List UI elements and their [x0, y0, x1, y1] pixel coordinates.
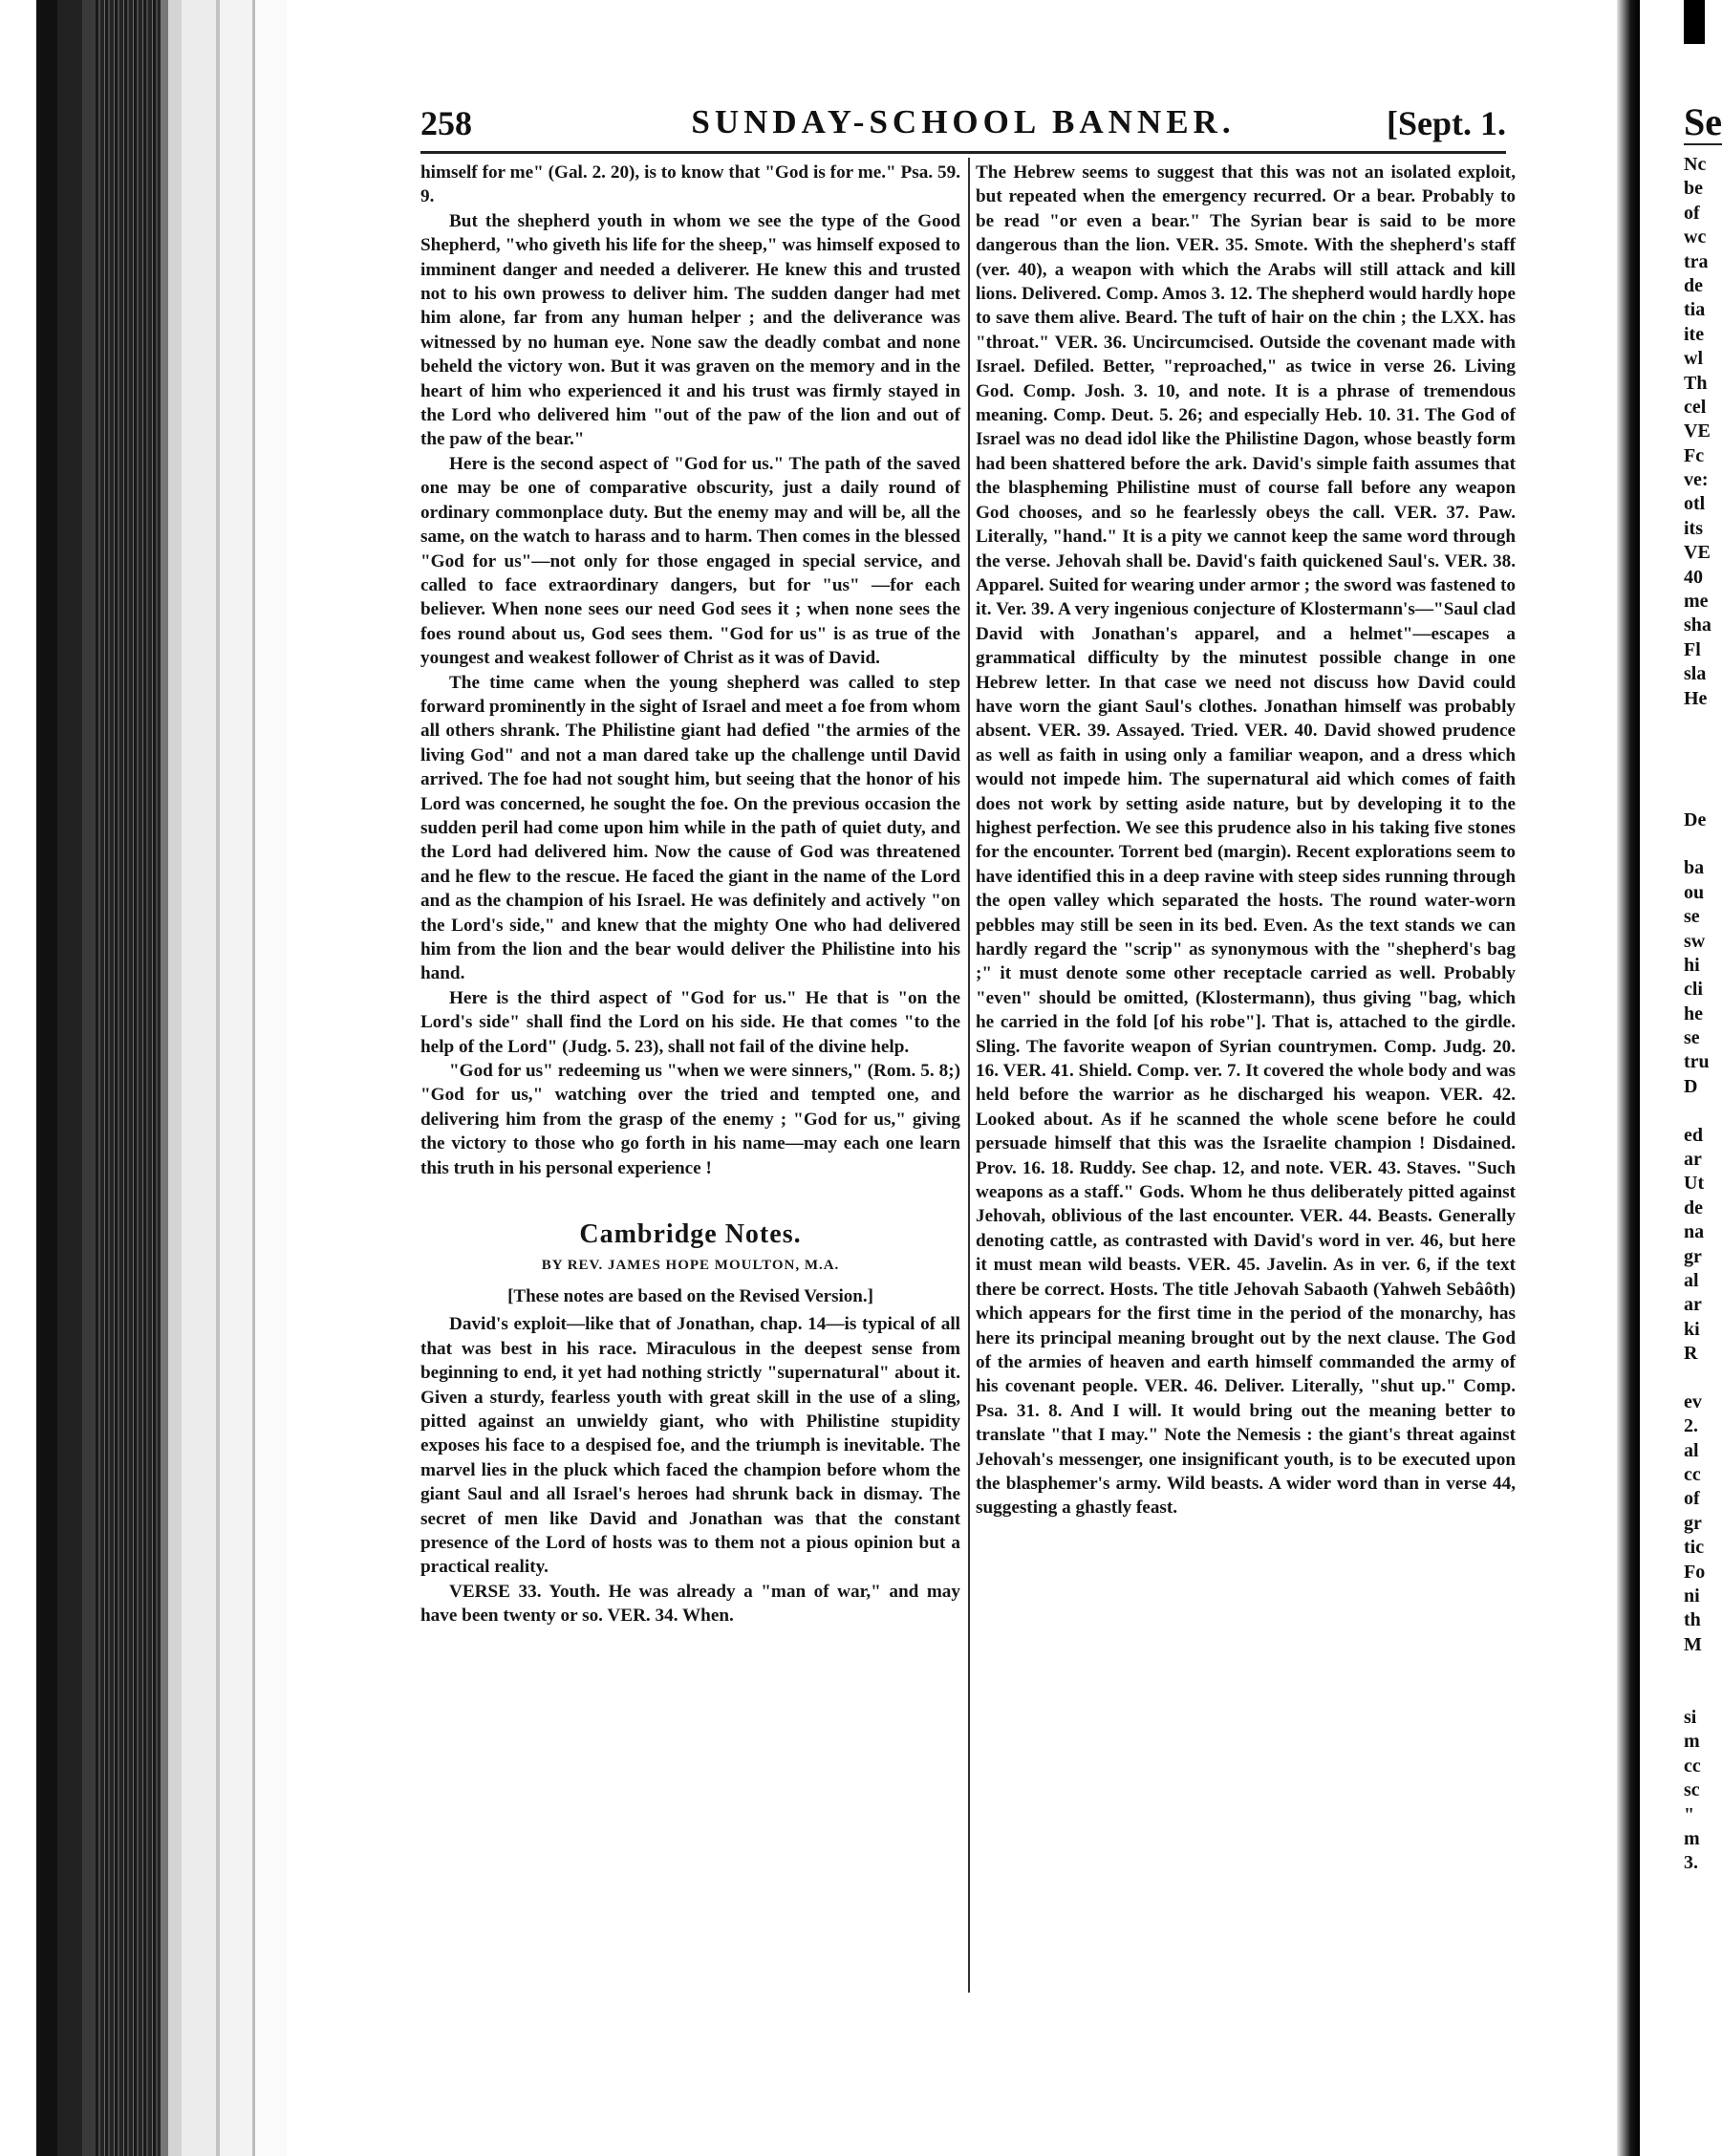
next-page-lines: [1684, 153, 1722, 1876]
next-page-line: 2.: [1684, 1415, 1698, 1437]
next-page-line: of: [1684, 1488, 1700, 1510]
paragraph: Here is the second aspect of "God for us." The path of the saved one may be one of comparative obscurity, just a daily round of ordinary commonplace duty. But the enemy may and will be, all the same, on the watch to harass and to harm. Then comes in the blessed "God for us"—not only for those engaged in special service, and called to face extraordinary dangers, but for "us" —for each believer. When none sees our need God sees it ; when none sees the foes round about us, God sees them. "God for us" is as true of the youngest and weakest follower of Christ as it was of David.: [420, 453, 960, 669]
paragraph: David's exploit—like that of Jonathan, chap. 14—is typical of all that was best in his race. Miraculous in the deepest sense from beginning to end, it yet had nothing strictly "supernatural" about it. Given a sturdy, fearless youth with great skill in the use of a sling, pitted against an unwieldy giant, who with Philistine stupidity exposes his face to a despised foe, and the triumph is inevitable. The marvel lies in the pluck which faced the champion before whom the giant Saul and all Israel's heroes had shrunk back in dismay. The secret of men like David and Jonathan was that the constant presence of the Lord of hosts was to them not a pious opinion but a practical reality.: [420, 1314, 960, 1578]
page: [287, 0, 1617, 2156]
next-page-line: sla: [1684, 663, 1707, 685]
next-page-line: na: [1684, 1221, 1705, 1243]
next-page-line: [1684, 760, 1722, 784]
next-page-line: ar: [1684, 1294, 1702, 1316]
next-page-line: me: [1684, 591, 1709, 613]
next-page-line: tic: [1684, 1537, 1705, 1559]
next-page-line: VE: [1684, 542, 1711, 564]
next-page-line: [1684, 711, 1722, 735]
next-page-line: Ut: [1684, 1173, 1705, 1195]
paragraph: Here is the third aspect of "God for us." He that is "on the Lord's side" shall find the Lord on his side. He that comes "to the help of the Lord" (Judg. 5. 23), shall not fail of the divine help.: [420, 987, 960, 1057]
next-page-line: sha: [1684, 614, 1711, 636]
page-number: 258: [420, 104, 472, 142]
next-page-line: tra: [1684, 250, 1709, 272]
next-page-line: ": [1684, 1803, 1695, 1825]
next-page-line: se: [1684, 1027, 1700, 1049]
next-page-line: otl: [1684, 493, 1706, 515]
next-page-line: ed: [1684, 1124, 1703, 1146]
page-gutter: [1617, 0, 1640, 2156]
next-page-line: its: [1684, 517, 1703, 539]
next-page-line: tia: [1684, 299, 1706, 321]
next-page-title: Se: [1684, 100, 1722, 143]
next-page-line: Th: [1684, 372, 1708, 394]
next-page-line: m: [1684, 1731, 1700, 1753]
next-page-line: [1684, 832, 1722, 856]
next-page-line: m: [1684, 1827, 1700, 1849]
book-binding: [0, 0, 287, 2156]
next-page-line: ki: [1684, 1318, 1700, 1340]
next-page-line: cc: [1684, 1755, 1701, 1777]
next-page-line: M: [1684, 1633, 1702, 1655]
next-page-line: [1684, 1657, 1722, 1681]
next-page-line: cli: [1684, 979, 1703, 1001]
next-page-line: cc: [1684, 1464, 1701, 1486]
next-page-fragment: [1640, 0, 1722, 2156]
next-page-line: Fl: [1684, 638, 1701, 660]
next-page-line: R: [1684, 1343, 1698, 1365]
next-page-line: ar: [1684, 1149, 1702, 1171]
next-page-line: cel: [1684, 396, 1707, 418]
next-page-line: Fc: [1684, 444, 1705, 466]
section-heading: Cambridge Notes.: [579, 1219, 802, 1250]
paragraph: The time came when the young shepherd was called to step forward prominently in the sight of Israel and meet a foe from whom all others shrank. The Philistine giant had defied "the armies of the living God" and not a man dared take up the challenge until David arrived. The foe had not sought him, but seeing that the honor of his Lord was concerned, he sought the foe. On the previous occasion the sudden peril had come upon him while in the path of quiet duty, and the Lord had delivered him. Now the cause of God was threatened and he flew to the rescue. He faced the giant in the name of the Lord and as the champion of his Israel. He was definitely and actively "on the Lord's side," and knew that the mighty One who had delivered him from the lion and the bear would deliver the Philistine into his hand.: [420, 672, 960, 984]
next-page-line: tru: [1684, 1051, 1710, 1073]
left-column: [420, 161, 960, 1628]
next-page-line: ve:: [1684, 469, 1709, 491]
next-page-line: sc: [1684, 1779, 1700, 1801]
next-page-line: ou: [1684, 881, 1705, 903]
next-page-line: hi: [1684, 954, 1700, 976]
next-page-line: al: [1684, 1439, 1699, 1461]
next-page-line: wl: [1684, 348, 1703, 370]
next-page-line: sw: [1684, 930, 1706, 952]
next-page-line: th: [1684, 1609, 1701, 1631]
next-page-line: ev: [1684, 1391, 1702, 1412]
next-page-line: ba: [1684, 857, 1705, 879]
next-page-line: [1684, 1099, 1722, 1123]
next-page-line: 3.: [1684, 1852, 1698, 1874]
next-page-line: ni: [1684, 1585, 1700, 1607]
next-page-line: gr: [1684, 1245, 1702, 1267]
paragraph: The Hebrew seems to suggest that this was not an isolated exploit, but repeated when the emergency recurred. Or a bear. Probably to be read "or even a bear." The Syrian bear is said to be more dangerous than the lion. VER. 35. Smote. With the shepherd's staff (ver. 40), a weapon with which the Arabs will still attack and kill lions. Delivered. Comp. Amos 3. 12. The shepherd would hardly hope to save them alive. Beard. The tuft of hair on the chin ; the LXX. has "throat." VER. 36. Uncircumcised. Outside the covenant made with Israel. Defiled. Better, "reproached," as twice in verse 26. Living God. Comp. Josh. 3. 10, and note. It is a phrase of tremendous meaning. Comp. Deut. 5. 26; and especially Heb. 10. 31. The God of Israel was no dead idol like the Philistine Dagon, whose beastly form had been shattered before the ark. David's simple faith assumes that the blaspheming Philistine must of course fall before any weapon God chooses, and so he fearlessly obeys the call. VER. 37. Paw. Literally, "hand." It is a pity we cannot keep the same word through the verse. Jehovah shall be. David's faith quickened Saul's. VER. 38. Apparel. Suited for wearing under armor ; the sword was fastened to it. Ver. 39. A very ingenious conjecture of Klostermann's—"Saul clad David with Jonathan's apparel, and a helmet"—escapes a grammatical difficulty by the minutest possible change in one Hebrew letter. In that case we need not discuss how David could have worn the giant Saul's clothes. Jonathan himself was probably absent. VER. 39. Assayed. Tried. VER. 40. David showed prudence as well as faith in using only a familiar weapon, and a dress which would not impede him. The supernatural aid which comes of faith does not work by setting aside nature, but by developing it to the highest perfection. We see this prudence also in his taking five stones for the encounter. Torrent bed (margin). Recent explorations seem to have identified this in a deep ravine with steep sides running through the open valley which separated the hosts. The round water-worn pebbles may still be seen in its bed. Even. As the text stands we can hardly regard the "scrip" as synonymous with the "shepherd's bag ;" it must denote some other receptacle carried as well. Probably "even" should be omitted, (Klostermann), thus giving "bag, which he carried in the fold [of his robe"]. That is, attached to the girdle. Sling. The favorite weapon of Syrian countrymen. Comp. Judg. 20. 16. VER. 41. Shield. Comp. ver. 7. It covered the whole body and was held before the warrior as he discharged his weapon. VER. 42. Looked about. As if he scanned the whole scene before he could persuade himself that this was the Israelite champion ! Disdained. Prov. 16. 18. Ruddy. See chap. 12, and note. VER. 43. Staves. "Such weapons as a staff." Gods. Whom he thus deliberately pitted against Jehovah, oblivious of the last encounter. VER. 44. Beasts. Generally denoting cattle, as contrasted with David's word in ver. 46, but here it must mean wild beasts. VER. 45. Javelin. As in ver. 6, if the text there be correct. Hosts. The title Jehovah Sabaoth (Yahweh Sebâôth) which appears for the first time in the period of the monarchy, has here its principal meaning brought out by the next clause. The God of the armies of heaven and earth himself commanded the army of his covenant people. VER. 46. Deliver. Literally, "shut up." Comp. Psa. 31. 8. And I will. It would bring out the meaning better to translate "that I may." Note the Nemesis : the giant's threat against Jehovah's messenger, one insignificant youth, is to be executed upon the blasphemer's army. Wild beasts. A wider word than in verse 44, suggesting a ghastly feast.: [976, 162, 1516, 1519]
next-page-line: de: [1684, 274, 1703, 296]
next-page-line: al: [1684, 1269, 1699, 1291]
section-byline: BY REV. JAMES HOPE MOULTON, M.A.: [541, 1258, 840, 1274]
next-page-line: He: [1684, 687, 1708, 709]
paragraph: But the shepherd youth in whom we see the type of the Good Shepherd, "who giveth his life for the sheep," was himself exposed to imminent danger and needed a deliverer. He knew this and trusted not to his own prowess to deliver him. The sudden danger had met him alone, far from any human helper ; and the deliverance was witnessed by no human eye. None saw the deadly combat and none beheld the victory won. But it was graven on the memory and in the heart of him who experienced it and his trust was firmly stayed in the Lord who delivered him "out of the paw of the lion and out of the paw of the bear.": [420, 210, 960, 450]
next-page-line: ite: [1684, 323, 1705, 345]
section-remark: [These notes are based on the Revised Version.]: [507, 1285, 873, 1306]
scan-corner: [1684, 0, 1705, 44]
next-page-line: VE: [1684, 420, 1711, 442]
next-page-line: 40: [1684, 566, 1703, 588]
next-page-rule: [1684, 143, 1722, 145]
binding-edge: [96, 0, 161, 2156]
header-rule: [420, 151, 1506, 154]
paragraph: himself for me" (Gal. 2. 20), is to know that "God is for me." Psa. 59. 9.: [420, 162, 960, 207]
next-page-line: de: [1684, 1197, 1703, 1218]
next-page-line: [1684, 1682, 1722, 1706]
column-rule: [968, 158, 970, 1993]
next-page-line: D: [1684, 1075, 1698, 1097]
journal-title: SUNDAY-SCHOOL BANNER.: [691, 103, 1236, 140]
next-page-line: De: [1684, 808, 1707, 830]
next-page-line: se: [1684, 906, 1700, 928]
next-page-line: Nc: [1684, 154, 1707, 175]
next-page-line: be: [1684, 178, 1703, 200]
next-page-line: gr: [1684, 1512, 1702, 1534]
next-page-line: si: [1684, 1707, 1697, 1728]
paragraph: VERSE 33. Youth. He was already a "man of war," and may have been twenty or so. VER. 34. When.: [420, 1581, 960, 1627]
next-page-line: [1684, 735, 1722, 759]
next-page-line: he: [1684, 1003, 1703, 1024]
right-column: [976, 161, 1516, 1520]
issue-date: [Sept. 1.: [1387, 104, 1506, 142]
next-page-line: [1684, 784, 1722, 808]
paragraph: "God for us" redeeming us "when we were sinners," (Rom. 5. 8;) "God for us," watching over the tried and tempted one, and delivering him from the grasp of the enemy ; "God for us," giving the victory to those who go forth in his name—may each one learn this truth in his personal experience !: [420, 1061, 960, 1178]
next-page-line: of: [1684, 202, 1700, 224]
next-page-line: Fo: [1684, 1561, 1706, 1583]
next-page-line: [1684, 1367, 1722, 1391]
running-head: [420, 103, 1506, 147]
next-page-line: wc: [1684, 226, 1707, 248]
